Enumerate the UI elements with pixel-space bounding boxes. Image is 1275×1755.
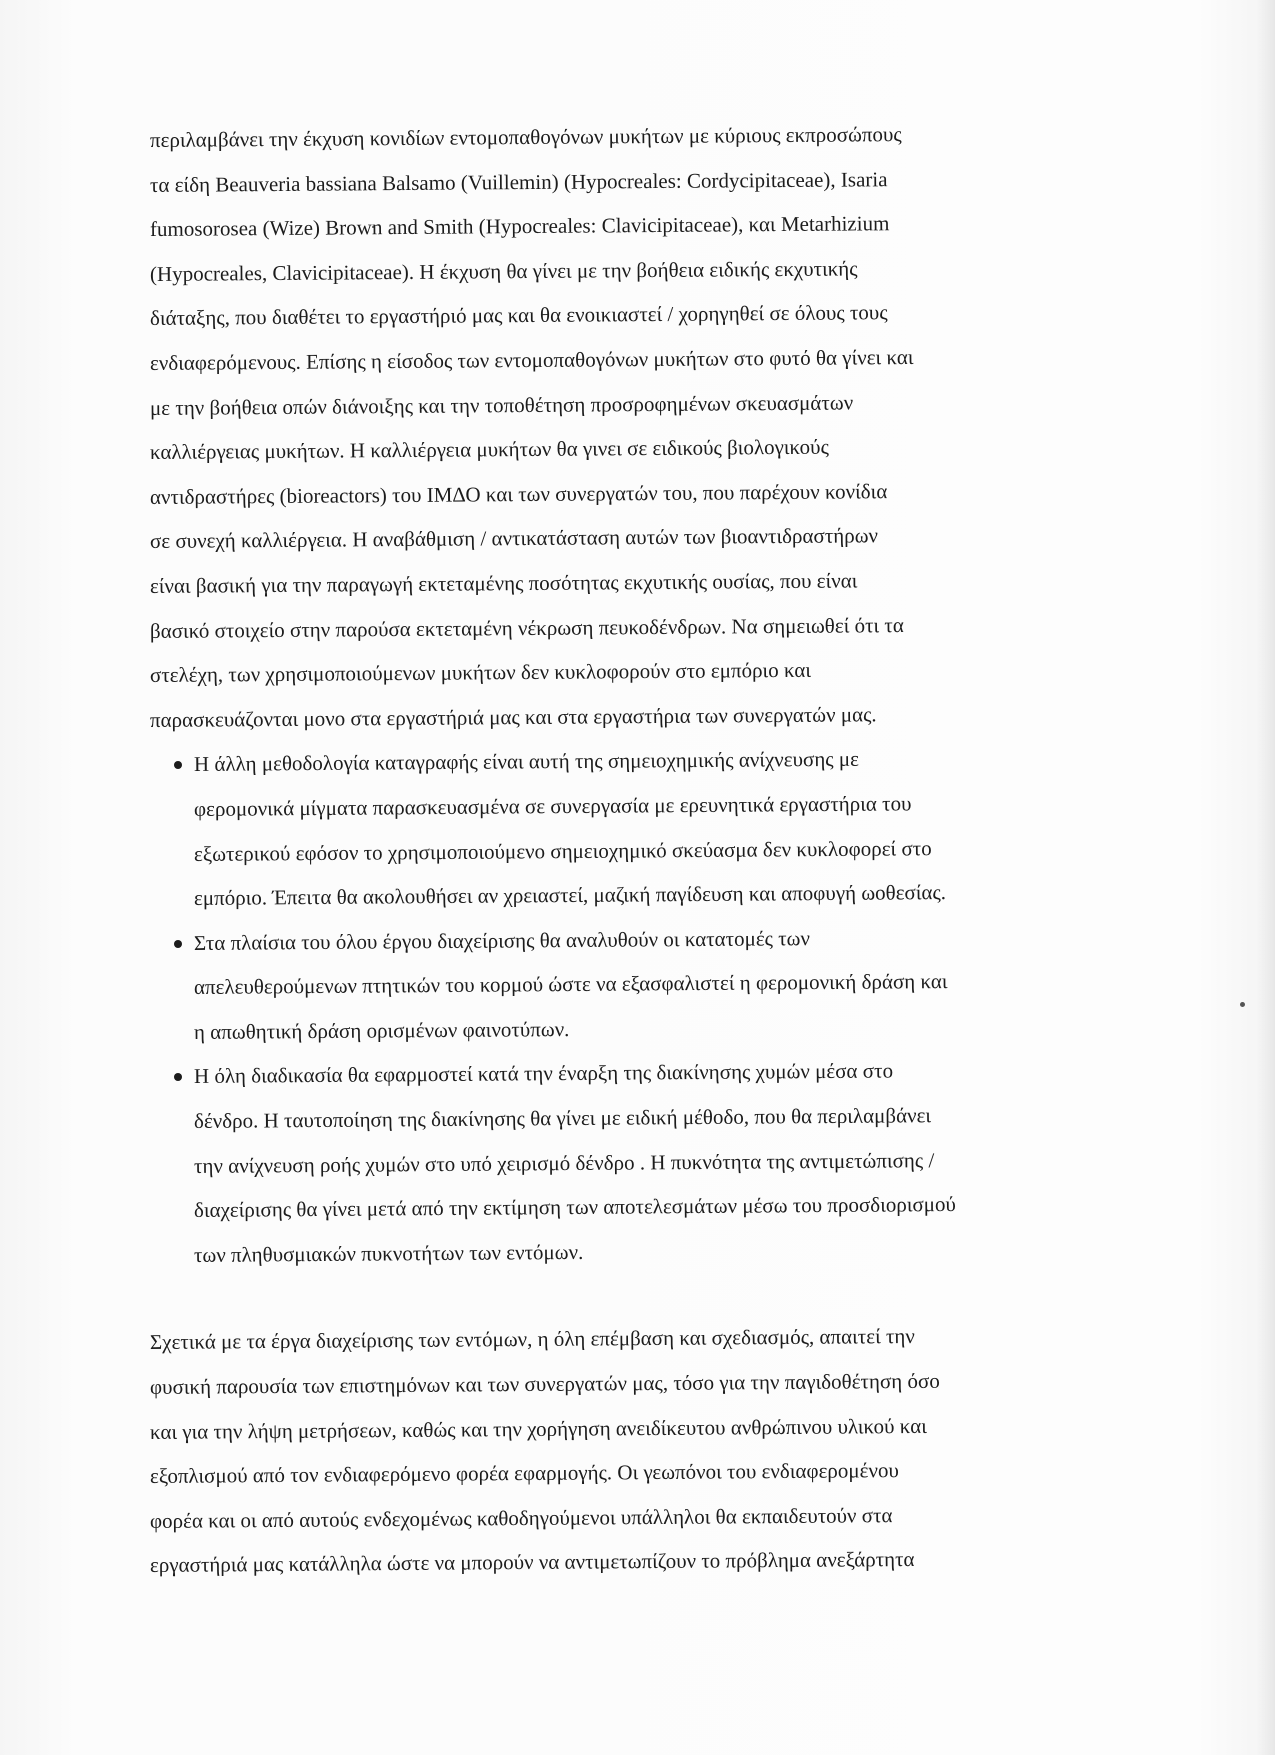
text-line: διάταξης, που διαθέτει το εργαστήριό μας και θα ενοικιαστεί / χορηγηθεί σε όλους τους xyxy=(149,300,888,331)
text-line: φυσική παρουσία των επιστημόνων και των συνεργατών μας, τόσο για την παγιδοθέτηση όσο xyxy=(149,1368,940,1400)
text-line: καλλιέργειας μυκήτων. Η καλλιέργεια μυκήτων θα γινει σε ειδικούς βιολογικούς xyxy=(149,434,829,465)
text-line: διαχείρισης θα γίνει μετά από την εκτίμηση των αποτελεσμάτων μέσω του προσδιορισμού xyxy=(193,1192,957,1223)
text-line: δένδρο. Η ταυτοποίηση της διακίνησης θα γίνει με ειδική μέθοδο, που θα περιλαμβάνει xyxy=(193,1103,932,1134)
bullet-item-2 xyxy=(150,921,1130,1055)
text-line: με την βοήθεια οπών διάνοιξης και την τοποθέτηση προσροφημένων σκευασμάτων xyxy=(149,390,854,420)
text-line: των πληθυσμιακών πυκνοτήτων των εντόμων. xyxy=(193,1239,584,1267)
text-line: φορέα και οι από αυτούς ενδεχομένως καθοδηγούμενοι υπάλληλοι θα εκπαιδευτούν στα xyxy=(149,1502,893,1533)
text-line: αντιδραστήρες (bioreactors) του ΙΜΔΟ και των συνεργατών του, που παρέχουν κονίδια xyxy=(149,478,888,509)
scan-speck xyxy=(1240,1002,1245,1007)
text-line: περιλαμβάνει την έκχυση κονιδίων εντομοπαθογόνων μυκήτων με κύριους εκπροσώπους xyxy=(149,122,902,152)
bullet-item-1 xyxy=(150,742,1130,920)
paragraph-2 xyxy=(150,1320,1130,1588)
scan-edge-shadow xyxy=(1257,0,1275,1755)
text-line: Η όλη διαδικασία θα εφαρμοστεί κατά την έναρξη της διακίνησης χυμών μέσα στο xyxy=(193,1058,894,1089)
text-line: Σχετικά με τα έργα διαχείρισης των εντόμων, η όλη επέμβαση και σχεδιασμός, απαιτεί την xyxy=(149,1324,915,1355)
bullet-item-3 xyxy=(150,1054,1130,1277)
bullet-dot-icon xyxy=(174,1073,182,1081)
bullet-dot-icon xyxy=(174,761,182,769)
text-line: απελευθερούμενων πτητικών του κορμού ώστε να εξασφαλιστεί η φερομονική δράση και xyxy=(193,969,948,1000)
text-line: σε συνεχή καλλιέργεια. Η αναβάθμιση / αντικατάσταση αυτών των βιοαντιδραστήρων xyxy=(149,523,879,554)
text-line: τα είδη Beauveria bassiana Balsamo (Vuillemin) (Hypocreales: Cordycipitaceae), Isaria xyxy=(149,166,888,197)
text-line: στελέχη, των χρησιμοποιούμενων μυκήτων δεν κυκλοφορούν στο εμπόριο και xyxy=(149,657,812,688)
text-line: είναι βασική για την παραγωγή εκτεταμένης ποσότητας εκχυτικής ουσίας, που είναι xyxy=(149,568,858,598)
paragraph-1 xyxy=(150,118,1130,742)
text-line: Στα πλαίσια του όλου έργου διαχείρισης θα αναλυθούν οι κατατομές των xyxy=(193,925,811,955)
text-line: βασικό στοιχείο στην παρούσα εκτεταμένη νέκρωση πευκοδένδρων. Να σημειωθεί ότι τα xyxy=(149,612,904,643)
text-line: Η άλλη μεθοδολογία καταγραφής είναι αυτή της σημειοχημικής ανίχνευσης με xyxy=(193,747,859,777)
text-line: φερομονικά μίγματα παρασκευασμένα σε συνεργασία με ερευνητικά εργαστήρια του xyxy=(193,791,912,821)
text-line: fumosorosea (Wize) Brown and Smith (Hypocreales: Clavicipitaceae), και Metarhizium xyxy=(149,211,890,242)
bullet-dot-icon xyxy=(174,940,182,948)
text-line: την ανίχνευση ροής χυμών στο υπό χειρισμό δένδρο . Η πυκνότητα της αντιμετώπισης / xyxy=(193,1147,935,1178)
text-line: και για την λήψη μετρήσεων, καθώς και την χορήγηση ανειδίκευτου ανθρώπινου υλικού και xyxy=(149,1413,927,1444)
text-line: εξωτερικού εφόσον το χρησιμοποιούμενο σημειοχημικό σκεύασμα δεν κυκλοφορεί στο xyxy=(193,835,932,866)
text-line: εργαστήριά μας κατάλληλα ώστε να μπορούν να αντιμετωπίζουν το πρόβλημα ανεξάρτητα xyxy=(149,1547,915,1578)
text-line: παρασκευάζονται μονο στα εργαστήριά μας και στα εργαστήρια των συνεργατών μας. xyxy=(149,702,877,732)
text-line: εξοπλισμού από τον ενδιαφερόμενο φορέα εφαρμογής. Οι γεωπόνοι του ενδιαφερομένου xyxy=(149,1458,899,1489)
text-line: (Hypocreales, Clavicipitaceae). Η έκχυση θα γίνει με την βοήθεια ειδικής εκχυτικής xyxy=(149,256,858,286)
text-line: ενδιαφερόμενους. Επίσης η είσοδος των εντομοπαθογόνων μυκήτων στο φυτό θα γίνει και xyxy=(149,344,914,375)
bullet-list xyxy=(150,742,1130,1277)
document-body xyxy=(150,118,1130,1588)
text-line: εμπόριο. Έπειτα θα ακολουθήσει αν χρειαστεί, μαζική παγίδευση και αποφυγή ωοθεσίας. xyxy=(193,880,947,911)
text-line: η απωθητική δράση ορισμένων φαινοτύπων. xyxy=(193,1016,570,1044)
